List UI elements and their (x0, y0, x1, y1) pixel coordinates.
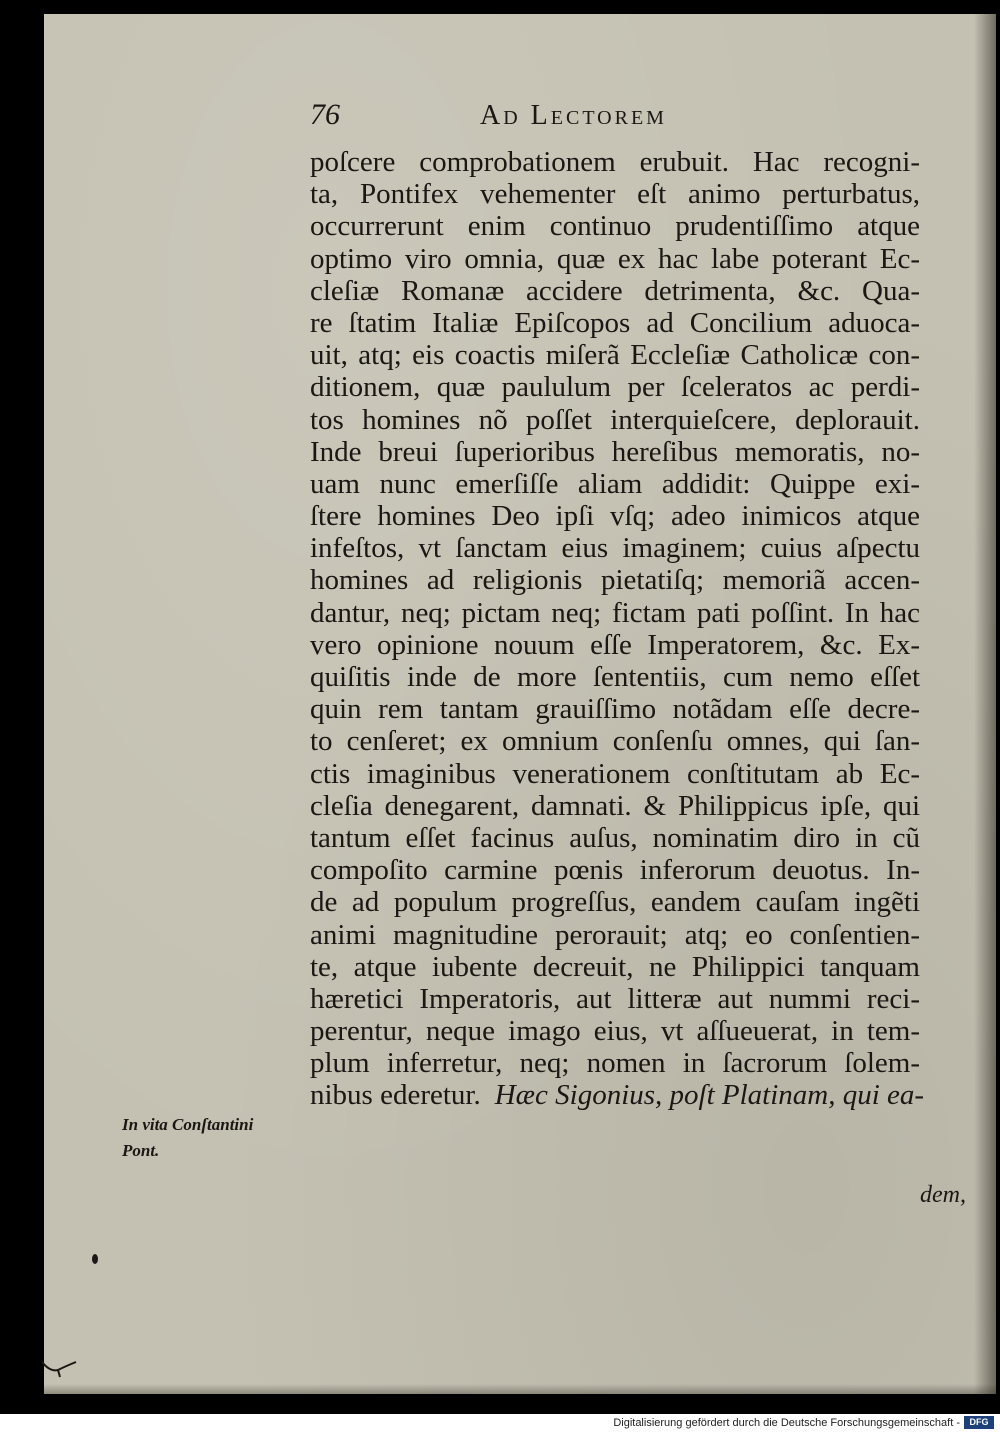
ink-spot (92, 1254, 98, 1264)
text-line: re ſtatim Italiæ Epiſcopos ad Concilium aduoca- (310, 306, 920, 339)
text-line: poſcere comprobationem erubuit. Hac recogni- (310, 146, 920, 178)
page-gutter-shadow (974, 14, 996, 1394)
corner-ink-mark-icon (40, 1358, 80, 1378)
text-line: animi magnitudine perorauit; atq; eo conſentien- (310, 918, 920, 951)
text-line: cleſia denegarent, damnati. & Philippicus ipſe, qui (310, 789, 920, 822)
page-bottom-shadow (44, 1384, 996, 1394)
text-line: hæretici Imperatoris, aut litteræ aut nummi reci- (310, 982, 920, 1015)
marginal-note (122, 1112, 312, 1164)
citation-italic: Hæc Sigonius, poſt Platinam, qui ea- (494, 1079, 925, 1112)
text-line: quin rem tantam grauiſſimo notãdam eſſe decre- (310, 693, 920, 726)
text-line-end: nibus ederetur. (310, 1079, 481, 1112)
running-title: Ad Lectorem (480, 100, 667, 131)
marginal-note-line: In vita Conſtantini (122, 1115, 254, 1134)
text-line: uam nunc emerſiſſe aliam addidit: Quippe exi- (310, 467, 920, 500)
text-line: tantum eſſet facinus auſus, nominatim diro in cũ (310, 821, 920, 854)
text-line: homines ad religionis pietatiſq; memoriã accen- (310, 564, 920, 597)
footer-credit: Digitalisierung gefördert durch die Deutsche Forschungsgemeinschaft - (613, 1417, 960, 1429)
text-line: vero opinione nouum eſſe Imperatorem, &c. Ex- (310, 628, 920, 661)
text-line: optimo viro omnia, quæ ex hac labe poterant Ec- (310, 242, 920, 275)
text-line: dantur, neq; pictam neq; fictam pati poſſint. In hac (310, 596, 920, 629)
text-line: compoſito carmine pœnis inferorum deuotus. In- (310, 854, 920, 887)
body-text (310, 146, 925, 1112)
text-line: de ad populum progreſſus, eandem cauſam ingẽti (310, 886, 920, 919)
text-line: quiſitis inde de more ſententiis, cum nemo eſſet (310, 661, 920, 693)
text-line: Inde breui ſuperioribus hereſibus memoratis, no- (310, 435, 920, 468)
text-line: ta, Pontifex vehementer eſt animo perturbatus, (310, 178, 920, 211)
catchword: dem, (920, 1182, 966, 1208)
text-line: perentur, neque imago eius, vt aſſueuerat, in tem- (310, 1015, 920, 1048)
footer-bar (0, 1414, 1000, 1432)
text-line: ctis imaginibus venerationem conſtitutam ab Ec- (310, 757, 920, 790)
text-line: ditionem, quæ paululum per ſceleratos ac perdi- (310, 371, 920, 404)
text-line: occurrerunt enim continuo prudentiſſimo atque (310, 210, 920, 243)
marginal-note-line: Pont. (122, 1141, 160, 1160)
text-line: uit, atq; eis coactis miſerã Eccleſiæ Catholicæ con- (310, 339, 920, 372)
text-line: cleſiæ Romanæ accidere detrimenta, &c. Qua- (310, 274, 920, 307)
text-line: te, atque iubente decreuit, ne Philippici tanquam (310, 950, 920, 983)
text-line: infeſtos, vt ſanctam eius imaginem; cuius aſpectu (310, 532, 920, 565)
text-line: ſtere homines Deo ipſi vſq; adeo inimicos atque (310, 500, 920, 533)
running-head (310, 98, 750, 138)
text-line: tos homines nõ poſſet interquieſcere, deplorauit. (310, 403, 920, 436)
page-number: 76 (310, 98, 340, 131)
text-line-final (310, 1079, 925, 1112)
text-line: plum inferretur, neq; nomen in ſacrorum ſolem- (310, 1047, 920, 1080)
dfg-logo-icon: DFG (964, 1416, 994, 1429)
text-line: to cenſeret; ex omnium conſenſu omnes, qui ſan- (310, 725, 920, 758)
